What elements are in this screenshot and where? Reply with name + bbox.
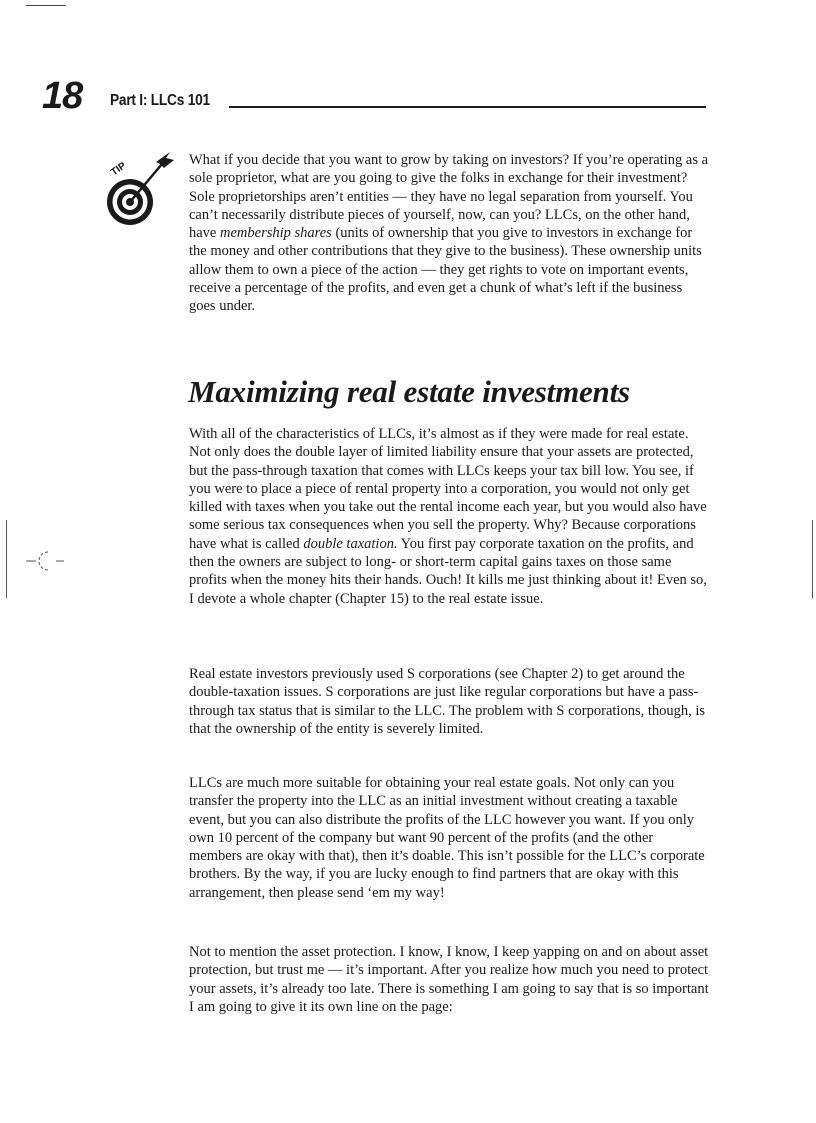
crop-mark-top (26, 5, 66, 6)
crop-mark-right (812, 520, 813, 598)
tip-icon-label: TIP (109, 160, 129, 179)
tip-paragraph (189, 151, 709, 316)
header-rule (229, 106, 706, 108)
registration-mark-icon (22, 548, 68, 574)
section-heading: Maximizing real estate investments (188, 374, 630, 409)
paragraph-2: Real estate investors previously used S corporations (see Chapter 2) to get around the double-taxation issues. S corporations are just like regular corporations but have a pass-through tax status that is similar to the LLC. The problem with S corporations, though, is that the ownership of the entity is severely limited. (189, 666, 706, 737)
page-number: 18 (42, 75, 83, 117)
paragraph-4: Not to mention the asset protection. I know, I know, I keep yapping on and on about asset protection, but trust me — it’s important. After you realize how much you need to protect your assets, it’s already too late. There is something I am going to say that is so important I am going to give it its own line on the page: (189, 944, 709, 1015)
crop-mark-left (6, 520, 7, 598)
tip-text-end: (units of ownership that you give to investors in exchange for the money and other contributions that they give to the business). These ownership units allow them to own a piece of the action — they get rights to vote on important events, receive a percentage of the profits, and even get a chunk of what’s left if the business goes under. (189, 225, 702, 315)
paragraph-1-italic: double taxation. (303, 535, 398, 552)
paragraph-1-end: You first pay corporate taxation on the profits, and then the owners are subject to long- or short-term capital gains taxes on those same profits when the money hits their hands. Ouch! It kills me just thinking about it! Even so, I devote a whole chapter (Chapter 15) to the real estate issue. (189, 535, 707, 607)
tip-text-start: What if you decide that you want to grow by taking on investors? If you’re operating as a sole proprietor, what are you going to give the folks in exchange for their investment? Sole proprietorships aren’t entities — they have no legal separation from yourself. You can’t necessarily distribute pieces of yourself, now, can you? LLCs, on the other hand, have (189, 152, 709, 242)
paragraph-1-start: With all of the characteristics of LLCs, it’s almost as if they were made for real estate. Not only does the double layer of limited liability ensure that your assets are protected, but the pass-through taxation that comes with LLCs keeps your tax bill low. You see, if you were to place a piece of rental property into a corporation, you would not only get killed with taxes when you take out the rental income each year, but you would also have some serious tax consequences when you sell the property. Why? Because corporations have what is called (189, 426, 707, 552)
tip-target-icon (104, 150, 176, 236)
paragraph-3: LLCs are much more suitable for obtaining your real estate goals. Not only can you transfer the property into the LLC as an initial investment without creating a taxable event, but you can also distribute the profits of the LLC however you want. If you only own 10 percent of the company but want 90 percent of the profits (and the other members are okay with that), then it’s doable. This isn’t possible for the LLC’s corporate brothers. By the way, if you are lucky enough to find partners that are okay with this arrangement, then please send ‘em my way! (189, 775, 705, 901)
paragraph-1 (189, 425, 709, 608)
tip-italic-term: membership shares (220, 225, 332, 242)
part-title: Part I: LLCs 101 (110, 92, 210, 109)
